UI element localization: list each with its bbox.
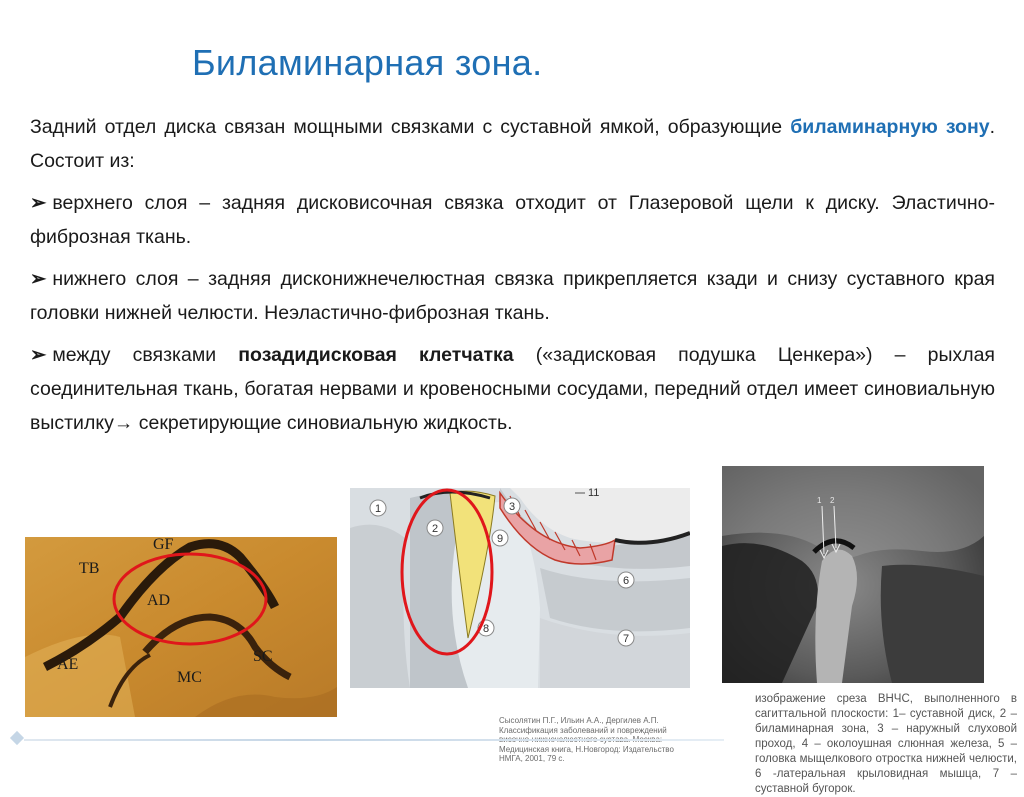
intro-text-1: Задний отдел диска связан мощными связками с суставной ямкой, образующие — [30, 116, 791, 138]
label-2: 2 — [432, 523, 439, 535]
arrow-bullet-icon: ➢ — [30, 268, 47, 290]
intro-text-2: . Состоит из: — [30, 116, 995, 172]
label-sc: SC — [253, 648, 273, 665]
label-tb: TB — [79, 560, 100, 577]
arrow-bullet-icon: ➢ — [30, 344, 47, 366]
label-11: 11 — [588, 488, 600, 499]
label-6: 6 — [623, 575, 630, 587]
slide-title: Биламинарная зона. — [192, 42, 543, 83]
mri-label-2: 2 — [830, 496, 835, 505]
bullet-text-after: («задисковая подушка Ценкера») – рыхлая соединительная ткань, богатая нервами и кровеносными сосудами, передний отдел имеет синовиальную выстилку→ секретирующие синовиальную жидкость. — [30, 344, 995, 434]
label-3: 3 — [509, 501, 516, 513]
arrow-bullet-icon: ➢ — [30, 192, 47, 214]
intro-paragraph — [30, 110, 995, 178]
bullet-retrodiscal-tissue — [30, 338, 995, 440]
bilaminar-zone-highlight: биламинарную зону — [790, 116, 990, 138]
histology-image — [25, 537, 337, 717]
label-ad: AD — [147, 592, 171, 609]
decorative-line — [24, 739, 724, 741]
mri-image — [722, 466, 984, 683]
retrodiscal-tissue-term: позадидисковая клетчатка — [238, 344, 514, 366]
label-gf: GF — [153, 537, 174, 553]
anatomy-diagram — [350, 488, 690, 688]
label-7: 7 — [623, 633, 630, 645]
bullet-text: нижнего слоя – задняя дисконижнечелюстная связка прикрепляется кзади и снизу суставного края головки нижней челюсти. Неэластично-фиброзная ткань. — [30, 268, 995, 324]
bullet-lower-layer — [30, 262, 995, 330]
body-text — [30, 110, 995, 448]
bullet-text-before: между связками — [52, 344, 239, 366]
mri-caption: изображение среза ВНЧС, выполненного в сагиттальной плоскости: 1– суставной диск, 2 – биламинарная зона, 3 – наружный слуховой проход, 4 – околоушная слюнная железа, 5 – головка мыщелкового отростка нижней челюсти, 6 -латеральная крыловидная мышца, 7 – суставной бугорок. — [755, 693, 1017, 795]
reference-citation: Сысолятин П.Г., Ильин А.А., Дергилев А.П. Классификация заболеваний и повреждений Медицинская книга, Н.Новгород: Издательство НМГА, 2001, 79 с. — [499, 716, 674, 763]
decorative-diamond — [10, 731, 24, 745]
label-mc: MC — [177, 669, 202, 686]
bullet-upper-layer — [30, 186, 995, 254]
label-8: 8 — [483, 623, 490, 635]
bullet-text: верхнего слоя – задняя дисковисочная связка отходит от Глазеровой щели к диску. Эластично-фиброзная ткань. — [30, 192, 995, 248]
mri-label-1: 1 — [817, 496, 822, 505]
label-ae: AE — [57, 656, 79, 673]
label-9: 9 — [497, 533, 504, 545]
label-1: 1 — [375, 503, 382, 515]
